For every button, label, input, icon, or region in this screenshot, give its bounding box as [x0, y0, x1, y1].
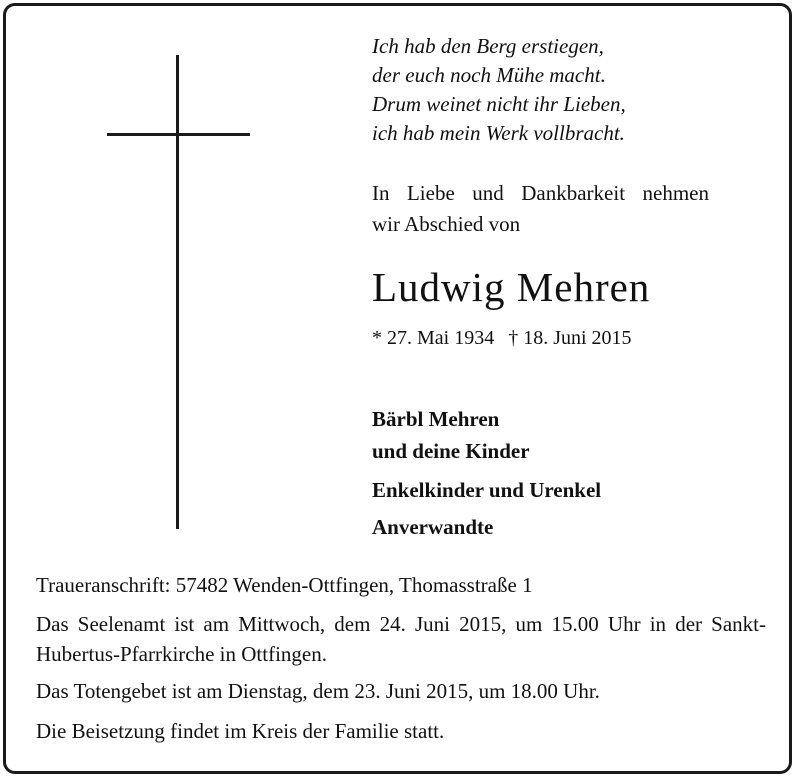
poem-line: Ich hab den Berg erstiegen, — [372, 34, 604, 58]
mourners-list — [372, 403, 601, 545]
mourner-line: Anverwandte — [372, 515, 494, 539]
mourner-line: und deine Kinder — [372, 439, 530, 463]
death-date: † 18. Juni 2015 — [508, 327, 632, 349]
mourner-line: Bärbl Mehren — [372, 407, 500, 431]
mourner-line: Enkelkinder und Urenkel — [372, 478, 602, 502]
mourning-address: Traueranschrift: 57482 Wenden-Ottfingen, Thomasstraße 1 — [36, 573, 533, 597]
poem — [372, 32, 626, 148]
cross-horizontal-bar — [107, 133, 250, 136]
life-dates — [372, 327, 632, 350]
service-notices — [36, 567, 766, 749]
poem-line: Drum weinet nicht ihr Lieben, — [372, 92, 626, 116]
intro-line: wir Abschied von — [372, 212, 521, 236]
requiem-notice: Das Seelenamt ist am Mittwoch, dem 24. Juni 2015, um 15.00 Uhr in der Sankt-Hubertus-Pfarrkirche in Ottfingen. — [36, 612, 766, 666]
birth-date: * 27. Mai 1934 — [372, 327, 495, 349]
intro-line: In Liebe und Dankbarkeit nehmen — [372, 181, 709, 205]
prayer-notice: Das Totengebet ist am Dienstag, dem 23. Juni 2015, um 18.00 Uhr. — [36, 679, 600, 703]
poem-line: der euch noch Mühe macht. — [372, 63, 606, 87]
deceased-name: Ludwig Mehren — [372, 264, 651, 310]
poem-line: ich hab mein Werk vollbracht. — [372, 121, 625, 145]
farewell-intro — [372, 178, 709, 240]
burial-notice: Die Beisetzung findet im Kreis der Familie statt. — [36, 719, 445, 743]
cross-vertical-bar — [176, 55, 179, 529]
